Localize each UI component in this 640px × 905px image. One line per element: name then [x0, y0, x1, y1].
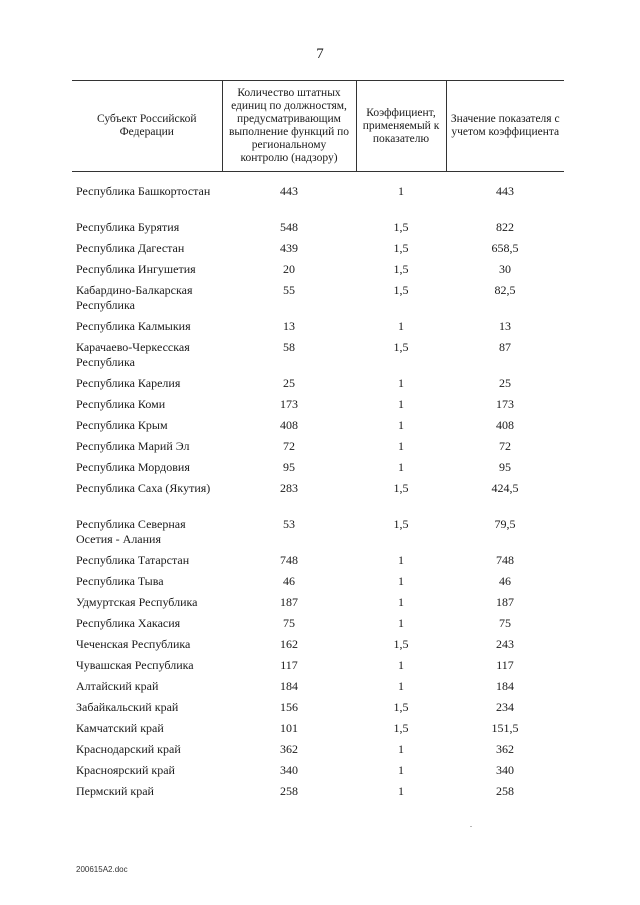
cell-units: 340	[280, 763, 298, 777]
cell-units: 13	[283, 319, 295, 333]
table-row	[72, 283, 564, 319]
cell-value: 184	[496, 679, 514, 693]
cell-units: 95	[283, 460, 295, 474]
cell-subject: Удмуртская Республика	[76, 595, 198, 609]
cell-value: 82,5	[494, 283, 516, 297]
table-row	[72, 637, 564, 658]
cell-subject: Республика Татарстан	[76, 553, 190, 567]
cell-coef: 1	[398, 397, 404, 411]
table-row	[72, 658, 564, 679]
cell-value: 748	[496, 553, 514, 567]
cell-value: 30	[499, 262, 511, 276]
cell-subject: Красноярский край	[76, 763, 175, 777]
header-staff-units: Количество штатных единиц по должностям, предусматривающим выполнение функций по региональному контролю (надзору)	[222, 81, 356, 172]
cell-value: 75	[499, 616, 511, 630]
table-row	[72, 397, 564, 418]
cell-value: 234	[496, 700, 514, 714]
cell-coef: 1,5	[393, 481, 409, 495]
cell-coef: 1	[398, 418, 404, 432]
cell-coef: 1	[398, 784, 404, 798]
cell-coef: 1,5	[393, 721, 409, 735]
cell-units: 548	[280, 220, 298, 234]
cell-value: 95	[499, 460, 511, 474]
cell-value: 187	[496, 595, 514, 609]
cell-units: 187	[280, 595, 298, 609]
table-row	[72, 742, 564, 763]
cell-coef: 1	[398, 184, 404, 198]
cell-units: 162	[280, 637, 298, 651]
cell-units: 439	[280, 241, 298, 255]
cell-subject: Краснодарский край	[76, 742, 181, 756]
cell-coef: 1,5	[393, 637, 409, 651]
cell-units: 117	[280, 658, 298, 672]
cell-units: 58	[283, 340, 295, 354]
cell-value: 13	[499, 319, 511, 333]
cell-subject: Республика Крым	[76, 418, 168, 432]
cell-coef: 1	[398, 595, 404, 609]
table-row	[72, 241, 564, 262]
cell-value: 822	[496, 220, 514, 234]
cell-units: 101	[280, 721, 298, 735]
table-row	[72, 553, 564, 574]
cell-value: 87	[499, 340, 511, 354]
table-row	[72, 340, 564, 376]
cell-units: 748	[280, 553, 298, 567]
table-row	[72, 574, 564, 595]
cell-subject: Кабардино-Балкарская Республика	[76, 283, 193, 312]
cell-value: 362	[496, 742, 514, 756]
cell-units: 20	[283, 262, 295, 276]
cell-units: 46	[283, 574, 295, 588]
cell-units: 55	[283, 283, 295, 297]
cell-coef: 1	[398, 553, 404, 567]
cell-value: 243	[496, 637, 514, 651]
table-row	[72, 595, 564, 616]
cell-coef: 1	[398, 763, 404, 777]
cell-value: 658,5	[491, 241, 519, 255]
coefficient-table-container	[72, 80, 564, 805]
cell-subject: Республика Карелия	[76, 376, 181, 390]
table-row	[72, 700, 564, 721]
cell-subject: Забайкальский край	[76, 700, 179, 714]
cell-units: 72	[283, 439, 295, 453]
cell-units: 408	[280, 418, 298, 432]
cell-value: 151,5	[491, 721, 519, 735]
page-number: 7	[316, 46, 324, 62]
table-row	[72, 376, 564, 397]
cell-units: 184	[280, 679, 298, 693]
cell-coef: 1,5	[393, 340, 409, 354]
table-row	[72, 439, 564, 460]
cell-subject: Республика Дагестан	[76, 241, 185, 255]
cell-coef: 1	[398, 616, 404, 630]
cell-value: 79,5	[494, 517, 516, 531]
cell-value: 340	[496, 763, 514, 777]
cell-coef: 1	[398, 376, 404, 390]
header-value: Значение показателя с учетом коэффициента	[446, 81, 564, 172]
cell-coef: 1	[398, 319, 404, 333]
cell-units: 283	[280, 481, 298, 495]
cell-value: 25	[499, 376, 511, 390]
cell-subject: Республика Мордовия	[76, 460, 190, 474]
cell-value: 173	[496, 397, 514, 411]
table-row	[72, 319, 564, 340]
cell-subject: Республика Северная Осетия - Алания	[76, 517, 186, 546]
cell-coef: 1,5	[393, 700, 409, 714]
cell-subject: Карачаево-Черкесская Республика	[76, 340, 190, 369]
cell-coef: 1	[398, 742, 404, 756]
table-row	[72, 220, 564, 241]
cell-coef: 1	[398, 658, 404, 672]
cell-subject: Камчатский край	[76, 721, 164, 735]
cell-value: 443	[496, 184, 514, 198]
cell-units: 258	[280, 784, 298, 798]
cell-subject: Пермский край	[76, 784, 154, 798]
table-row	[72, 481, 564, 517]
coefficient-table	[72, 80, 564, 805]
cell-units: 443	[280, 184, 298, 198]
cell-value: 46	[499, 574, 511, 588]
table-header-row	[72, 81, 564, 172]
cell-value: 424,5	[491, 481, 519, 495]
header-subject: Субъект Российской Федерации	[72, 81, 222, 172]
cell-subject: Алтайский край	[76, 679, 159, 693]
cell-units: 75	[283, 616, 295, 630]
header-coefficient: Коэффициент, применяемый к показателю	[356, 81, 446, 172]
cell-subject: Чувашская Республика	[76, 658, 194, 672]
table-row	[72, 460, 564, 481]
cell-subject: Республика Коми	[76, 397, 166, 411]
table-row	[72, 262, 564, 283]
table-row	[72, 763, 564, 784]
cell-coef: 1,5	[393, 262, 409, 276]
cell-units: 173	[280, 397, 298, 411]
cell-subject: Республика Саха (Якутия)	[76, 481, 211, 495]
cell-subject: Республика Тыва	[76, 574, 164, 588]
cell-units: 362	[280, 742, 298, 756]
table-row	[72, 172, 564, 221]
cell-subject: Чеченская Республика	[76, 637, 191, 651]
cell-coef: 1	[398, 574, 404, 588]
cell-units: 156	[280, 700, 298, 714]
cell-coef: 1	[398, 460, 404, 474]
table-row	[72, 679, 564, 700]
stray-mark: .	[470, 820, 472, 829]
cell-value: 408	[496, 418, 514, 432]
cell-coef: 1,5	[393, 241, 409, 255]
cell-value: 72	[499, 439, 511, 453]
cell-coef: 1,5	[393, 517, 409, 531]
table-row	[72, 721, 564, 742]
table-row	[72, 517, 564, 553]
cell-value: 117	[496, 658, 514, 672]
cell-coef: 1	[398, 679, 404, 693]
cell-subject: Республика Хакасия	[76, 616, 181, 630]
cell-subject: Республика Марий Эл	[76, 439, 190, 453]
cell-units: 25	[283, 376, 295, 390]
table-row	[72, 784, 564, 805]
cell-value: 258	[496, 784, 514, 798]
table-row	[72, 616, 564, 637]
cell-coef: 1,5	[393, 283, 409, 297]
cell-coef: 1,5	[393, 220, 409, 234]
cell-subject: Республика Ингушетия	[76, 262, 196, 276]
table-row	[72, 418, 564, 439]
cell-units: 53	[283, 517, 295, 531]
cell-subject: Республика Бурятия	[76, 220, 180, 234]
cell-coef: 1	[398, 439, 404, 453]
footer-filename: 200615A2.doc	[76, 865, 128, 874]
cell-subject: Республика Калмыкия	[76, 319, 191, 333]
cell-subject: Республика Башкортостан	[76, 184, 211, 198]
